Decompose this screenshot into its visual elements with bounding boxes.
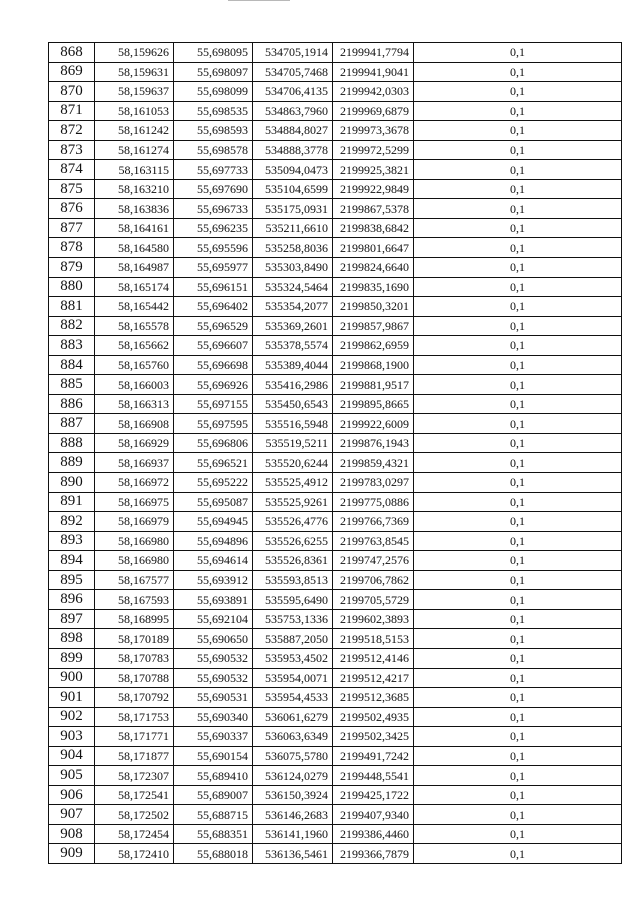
latitude-cell: 58,170792 bbox=[95, 688, 174, 708]
longitude-cell: 55,689007 bbox=[174, 785, 253, 805]
y-coordinate-cell: 2199922,6009 bbox=[333, 414, 414, 434]
longitude-cell: 55,688018 bbox=[174, 844, 253, 864]
accuracy-cell: 0,1 bbox=[414, 277, 622, 297]
y-coordinate-cell: 2199783,0297 bbox=[333, 473, 414, 493]
accuracy-cell: 0,1 bbox=[414, 648, 622, 668]
table-row bbox=[49, 238, 622, 258]
latitude-cell: 58,167577 bbox=[95, 570, 174, 590]
table-row bbox=[49, 297, 622, 317]
y-coordinate-cell: 2199942,0303 bbox=[333, 82, 414, 102]
y-coordinate-cell: 2199512,3685 bbox=[333, 688, 414, 708]
latitude-cell: 58,164580 bbox=[95, 238, 174, 258]
table-row bbox=[49, 62, 622, 82]
y-coordinate-cell: 2199512,4146 bbox=[333, 648, 414, 668]
x-coordinate-cell: 535519,5211 bbox=[253, 433, 333, 453]
x-coordinate-cell: 535593,8513 bbox=[253, 570, 333, 590]
accuracy-cell: 0,1 bbox=[414, 766, 622, 786]
y-coordinate-cell: 2199747,2576 bbox=[333, 551, 414, 571]
table-row bbox=[49, 316, 622, 336]
y-coordinate-cell: 2199867,5378 bbox=[333, 199, 414, 219]
latitude-cell: 58,164987 bbox=[95, 258, 174, 278]
table-row bbox=[49, 394, 622, 414]
latitude-cell: 58,163115 bbox=[95, 160, 174, 180]
accuracy-cell: 0,1 bbox=[414, 492, 622, 512]
longitude-cell: 55,696402 bbox=[174, 297, 253, 317]
latitude-cell: 58,166003 bbox=[95, 375, 174, 395]
latitude-cell: 58,166979 bbox=[95, 512, 174, 532]
latitude-cell: 58,165760 bbox=[95, 355, 174, 375]
latitude-cell: 58,167593 bbox=[95, 590, 174, 610]
latitude-cell: 58,166972 bbox=[95, 473, 174, 493]
point-number-cell: 897 bbox=[49, 609, 95, 629]
x-coordinate-cell: 535211,6610 bbox=[253, 218, 333, 238]
table-row bbox=[49, 43, 622, 63]
longitude-cell: 55,690340 bbox=[174, 707, 253, 727]
point-number-cell: 906 bbox=[49, 785, 95, 805]
table-row bbox=[49, 414, 622, 434]
table-row bbox=[49, 336, 622, 356]
latitude-cell: 58,171877 bbox=[95, 746, 174, 766]
point-number-cell: 879 bbox=[49, 258, 95, 278]
table-row bbox=[49, 785, 622, 805]
y-coordinate-cell: 2199407,9340 bbox=[333, 805, 414, 825]
accuracy-cell: 0,1 bbox=[414, 62, 622, 82]
x-coordinate-cell: 535526,4776 bbox=[253, 512, 333, 532]
latitude-cell: 58,159631 bbox=[95, 62, 174, 82]
table-row bbox=[49, 277, 622, 297]
accuracy-cell: 0,1 bbox=[414, 570, 622, 590]
table-row bbox=[49, 766, 622, 786]
accuracy-cell: 0,1 bbox=[414, 160, 622, 180]
point-number-cell: 874 bbox=[49, 160, 95, 180]
y-coordinate-cell: 2199448,5541 bbox=[333, 766, 414, 786]
table-row bbox=[49, 688, 622, 708]
longitude-cell: 55,689410 bbox=[174, 766, 253, 786]
latitude-cell: 58,172541 bbox=[95, 785, 174, 805]
x-coordinate-cell: 535094,0473 bbox=[253, 160, 333, 180]
point-number-cell: 883 bbox=[49, 336, 95, 356]
x-coordinate-cell: 534706,4135 bbox=[253, 82, 333, 102]
accuracy-cell: 0,1 bbox=[414, 121, 622, 141]
longitude-cell: 55,695222 bbox=[174, 473, 253, 493]
longitude-cell: 55,696698 bbox=[174, 355, 253, 375]
accuracy-cell: 0,1 bbox=[414, 394, 622, 414]
y-coordinate-cell: 2199366,7879 bbox=[333, 844, 414, 864]
table-row bbox=[49, 609, 622, 629]
table-row bbox=[49, 629, 622, 649]
point-number-cell: 876 bbox=[49, 199, 95, 219]
longitude-cell: 55,694896 bbox=[174, 531, 253, 551]
longitude-cell: 55,698095 bbox=[174, 43, 253, 63]
y-coordinate-cell: 2199972,5299 bbox=[333, 140, 414, 160]
y-coordinate-cell: 2199850,3201 bbox=[333, 297, 414, 317]
accuracy-cell: 0,1 bbox=[414, 375, 622, 395]
y-coordinate-cell: 2199705,5729 bbox=[333, 590, 414, 610]
latitude-cell: 58,171771 bbox=[95, 727, 174, 747]
y-coordinate-cell: 2199425,1722 bbox=[333, 785, 414, 805]
accuracy-cell: 0,1 bbox=[414, 688, 622, 708]
point-number-cell: 869 bbox=[49, 62, 95, 82]
x-coordinate-cell: 536061,6279 bbox=[253, 707, 333, 727]
point-number-cell: 885 bbox=[49, 375, 95, 395]
accuracy-cell: 0,1 bbox=[414, 199, 622, 219]
x-coordinate-cell: 535354,2077 bbox=[253, 297, 333, 317]
accuracy-cell: 0,1 bbox=[414, 531, 622, 551]
accuracy-cell: 0,1 bbox=[414, 785, 622, 805]
latitude-cell: 58,161242 bbox=[95, 121, 174, 141]
accuracy-cell: 0,1 bbox=[414, 336, 622, 356]
latitude-cell: 58,159637 bbox=[95, 82, 174, 102]
point-number-cell: 904 bbox=[49, 746, 95, 766]
y-coordinate-cell: 2199766,7369 bbox=[333, 512, 414, 532]
longitude-cell: 55,696235 bbox=[174, 218, 253, 238]
y-coordinate-cell: 2199602,3893 bbox=[333, 609, 414, 629]
latitude-cell: 58,172502 bbox=[95, 805, 174, 825]
table-row bbox=[49, 355, 622, 375]
table-row bbox=[49, 668, 622, 688]
point-number-cell: 898 bbox=[49, 629, 95, 649]
x-coordinate-cell: 535753,1336 bbox=[253, 609, 333, 629]
longitude-cell: 55,698099 bbox=[174, 82, 253, 102]
point-number-cell: 873 bbox=[49, 140, 95, 160]
point-number-cell: 892 bbox=[49, 512, 95, 532]
longitude-cell: 55,695977 bbox=[174, 258, 253, 278]
point-number-cell: 886 bbox=[49, 394, 95, 414]
table-row bbox=[49, 140, 622, 160]
accuracy-cell: 0,1 bbox=[414, 473, 622, 493]
table-row bbox=[49, 453, 622, 473]
y-coordinate-cell: 2199881,9517 bbox=[333, 375, 414, 395]
accuracy-cell: 0,1 bbox=[414, 101, 622, 121]
x-coordinate-cell: 535303,8490 bbox=[253, 258, 333, 278]
x-coordinate-cell: 536075,5780 bbox=[253, 746, 333, 766]
longitude-cell: 55,696151 bbox=[174, 277, 253, 297]
x-coordinate-cell: 534863,7960 bbox=[253, 101, 333, 121]
y-coordinate-cell: 2199859,4321 bbox=[333, 453, 414, 473]
latitude-cell: 58,159626 bbox=[95, 43, 174, 63]
x-coordinate-cell: 535175,0931 bbox=[253, 199, 333, 219]
point-number-cell: 868 bbox=[49, 43, 95, 63]
accuracy-cell: 0,1 bbox=[414, 414, 622, 434]
longitude-cell: 55,695596 bbox=[174, 238, 253, 258]
table-row bbox=[49, 218, 622, 238]
table-row bbox=[49, 433, 622, 453]
point-number-cell: 890 bbox=[49, 473, 95, 493]
x-coordinate-cell: 535369,2601 bbox=[253, 316, 333, 336]
longitude-cell: 55,690531 bbox=[174, 688, 253, 708]
x-coordinate-cell: 535525,4912 bbox=[253, 473, 333, 493]
latitude-cell: 58,165174 bbox=[95, 277, 174, 297]
longitude-cell: 55,696806 bbox=[174, 433, 253, 453]
point-number-cell: 882 bbox=[49, 316, 95, 336]
longitude-cell: 55,697690 bbox=[174, 179, 253, 199]
table-row bbox=[49, 570, 622, 590]
accuracy-cell: 0,1 bbox=[414, 609, 622, 629]
x-coordinate-cell: 535520,6244 bbox=[253, 453, 333, 473]
x-coordinate-cell: 536146,2683 bbox=[253, 805, 333, 825]
y-coordinate-cell: 2199502,3425 bbox=[333, 727, 414, 747]
accuracy-cell: 0,1 bbox=[414, 707, 622, 727]
point-number-cell: 884 bbox=[49, 355, 95, 375]
point-number-cell: 880 bbox=[49, 277, 95, 297]
longitude-cell: 55,692104 bbox=[174, 609, 253, 629]
accuracy-cell: 0,1 bbox=[414, 824, 622, 844]
x-coordinate-cell: 535516,5948 bbox=[253, 414, 333, 434]
point-number-cell: 875 bbox=[49, 179, 95, 199]
longitude-cell: 55,690650 bbox=[174, 629, 253, 649]
latitude-cell: 58,166929 bbox=[95, 433, 174, 453]
accuracy-cell: 0,1 bbox=[414, 140, 622, 160]
longitude-cell: 55,688715 bbox=[174, 805, 253, 825]
x-coordinate-cell: 535595,6490 bbox=[253, 590, 333, 610]
longitude-cell: 55,698578 bbox=[174, 140, 253, 160]
longitude-cell: 55,688351 bbox=[174, 824, 253, 844]
point-number-cell: 895 bbox=[49, 570, 95, 590]
table-row bbox=[49, 805, 622, 825]
table-row bbox=[49, 160, 622, 180]
point-number-cell: 881 bbox=[49, 297, 95, 317]
point-number-cell: 909 bbox=[49, 844, 95, 864]
y-coordinate-cell: 2199969,6879 bbox=[333, 101, 414, 121]
y-coordinate-cell: 2199824,6640 bbox=[333, 258, 414, 278]
accuracy-cell: 0,1 bbox=[414, 727, 622, 747]
point-number-cell: 896 bbox=[49, 590, 95, 610]
table-row bbox=[49, 375, 622, 395]
latitude-cell: 58,166937 bbox=[95, 453, 174, 473]
table-row bbox=[49, 648, 622, 668]
point-number-cell: 888 bbox=[49, 433, 95, 453]
longitude-cell: 55,697733 bbox=[174, 160, 253, 180]
y-coordinate-cell: 2199922,9849 bbox=[333, 179, 414, 199]
table-row bbox=[49, 707, 622, 727]
longitude-cell: 55,698593 bbox=[174, 121, 253, 141]
longitude-cell: 55,696521 bbox=[174, 453, 253, 473]
accuracy-cell: 0,1 bbox=[414, 238, 622, 258]
longitude-cell: 55,693891 bbox=[174, 590, 253, 610]
x-coordinate-cell: 536124,0279 bbox=[253, 766, 333, 786]
x-coordinate-cell: 535389,4044 bbox=[253, 355, 333, 375]
accuracy-cell: 0,1 bbox=[414, 355, 622, 375]
y-coordinate-cell: 2199925,3821 bbox=[333, 160, 414, 180]
latitude-cell: 58,166313 bbox=[95, 394, 174, 414]
y-coordinate-cell: 2199868,1900 bbox=[333, 355, 414, 375]
accuracy-cell: 0,1 bbox=[414, 805, 622, 825]
y-coordinate-cell: 2199502,4935 bbox=[333, 707, 414, 727]
longitude-cell: 55,690154 bbox=[174, 746, 253, 766]
table-row bbox=[49, 551, 622, 571]
table-row bbox=[49, 531, 622, 551]
point-number-cell: 905 bbox=[49, 766, 95, 786]
latitude-cell: 58,171753 bbox=[95, 707, 174, 727]
point-number-cell: 900 bbox=[49, 668, 95, 688]
accuracy-cell: 0,1 bbox=[414, 668, 622, 688]
x-coordinate-cell: 535378,5574 bbox=[253, 336, 333, 356]
longitude-cell: 55,698535 bbox=[174, 101, 253, 121]
y-coordinate-cell: 2199706,7862 bbox=[333, 570, 414, 590]
table-row bbox=[49, 473, 622, 493]
accuracy-cell: 0,1 bbox=[414, 746, 622, 766]
y-coordinate-cell: 2199941,9041 bbox=[333, 62, 414, 82]
longitude-cell: 55,695087 bbox=[174, 492, 253, 512]
y-coordinate-cell: 2199835,1690 bbox=[333, 277, 414, 297]
latitude-cell: 58,166975 bbox=[95, 492, 174, 512]
y-coordinate-cell: 2199763,8545 bbox=[333, 531, 414, 551]
accuracy-cell: 0,1 bbox=[414, 82, 622, 102]
x-coordinate-cell: 535954,4533 bbox=[253, 688, 333, 708]
scan-edge-line bbox=[228, 0, 290, 1]
table-row bbox=[49, 121, 622, 141]
x-coordinate-cell: 535416,2986 bbox=[253, 375, 333, 395]
table-row bbox=[49, 199, 622, 219]
point-number-cell: 887 bbox=[49, 414, 95, 434]
latitude-cell: 58,170189 bbox=[95, 629, 174, 649]
table-row bbox=[49, 844, 622, 864]
x-coordinate-cell: 535324,5464 bbox=[253, 277, 333, 297]
point-number-cell: 871 bbox=[49, 101, 95, 121]
latitude-cell: 58,172410 bbox=[95, 844, 174, 864]
accuracy-cell: 0,1 bbox=[414, 43, 622, 63]
x-coordinate-cell: 534888,3778 bbox=[253, 140, 333, 160]
accuracy-cell: 0,1 bbox=[414, 551, 622, 571]
x-coordinate-cell: 534705,1914 bbox=[253, 43, 333, 63]
x-coordinate-cell: 535258,8036 bbox=[253, 238, 333, 258]
table-row bbox=[49, 101, 622, 121]
y-coordinate-cell: 2199941,7794 bbox=[333, 43, 414, 63]
point-number-cell: 870 bbox=[49, 82, 95, 102]
x-coordinate-cell: 535954,0071 bbox=[253, 668, 333, 688]
x-coordinate-cell: 535953,4502 bbox=[253, 648, 333, 668]
coordinates-table-body bbox=[49, 43, 622, 864]
x-coordinate-cell: 536136,5461 bbox=[253, 844, 333, 864]
longitude-cell: 55,698097 bbox=[174, 62, 253, 82]
table-row bbox=[49, 590, 622, 610]
point-number-cell: 902 bbox=[49, 707, 95, 727]
longitude-cell: 55,690532 bbox=[174, 668, 253, 688]
x-coordinate-cell: 534884,8027 bbox=[253, 121, 333, 141]
y-coordinate-cell: 2199973,3678 bbox=[333, 121, 414, 141]
point-number-cell: 901 bbox=[49, 688, 95, 708]
latitude-cell: 58,164161 bbox=[95, 218, 174, 238]
longitude-cell: 55,697155 bbox=[174, 394, 253, 414]
point-number-cell: 894 bbox=[49, 551, 95, 571]
table-row bbox=[49, 258, 622, 278]
point-number-cell: 907 bbox=[49, 805, 95, 825]
accuracy-cell: 0,1 bbox=[414, 297, 622, 317]
accuracy-cell: 0,1 bbox=[414, 258, 622, 278]
latitude-cell: 58,161053 bbox=[95, 101, 174, 121]
longitude-cell: 55,696529 bbox=[174, 316, 253, 336]
latitude-cell: 58,170788 bbox=[95, 668, 174, 688]
point-number-cell: 899 bbox=[49, 648, 95, 668]
table-row bbox=[49, 492, 622, 512]
y-coordinate-cell: 2199518,5153 bbox=[333, 629, 414, 649]
accuracy-cell: 0,1 bbox=[414, 453, 622, 473]
point-number-cell: 889 bbox=[49, 453, 95, 473]
accuracy-cell: 0,1 bbox=[414, 590, 622, 610]
accuracy-cell: 0,1 bbox=[414, 179, 622, 199]
point-number-cell: 891 bbox=[49, 492, 95, 512]
latitude-cell: 58,166980 bbox=[95, 551, 174, 571]
latitude-cell: 58,170783 bbox=[95, 648, 174, 668]
table-row bbox=[49, 179, 622, 199]
latitude-cell: 58,165442 bbox=[95, 297, 174, 317]
x-coordinate-cell: 536063,6349 bbox=[253, 727, 333, 747]
y-coordinate-cell: 2199801,6647 bbox=[333, 238, 414, 258]
point-number-cell: 903 bbox=[49, 727, 95, 747]
table-row bbox=[49, 727, 622, 747]
longitude-cell: 55,696733 bbox=[174, 199, 253, 219]
latitude-cell: 58,168995 bbox=[95, 609, 174, 629]
latitude-cell: 58,163210 bbox=[95, 179, 174, 199]
latitude-cell: 58,161274 bbox=[95, 140, 174, 160]
y-coordinate-cell: 2199386,4460 bbox=[333, 824, 414, 844]
y-coordinate-cell: 2199857,9867 bbox=[333, 316, 414, 336]
accuracy-cell: 0,1 bbox=[414, 844, 622, 864]
accuracy-cell: 0,1 bbox=[414, 629, 622, 649]
latitude-cell: 58,172454 bbox=[95, 824, 174, 844]
accuracy-cell: 0,1 bbox=[414, 433, 622, 453]
latitude-cell: 58,166980 bbox=[95, 531, 174, 551]
x-coordinate-cell: 535887,2050 bbox=[253, 629, 333, 649]
x-coordinate-cell: 535526,6255 bbox=[253, 531, 333, 551]
longitude-cell: 55,694614 bbox=[174, 551, 253, 571]
point-number-cell: 872 bbox=[49, 121, 95, 141]
y-coordinate-cell: 2199775,0886 bbox=[333, 492, 414, 512]
x-coordinate-cell: 535526,8361 bbox=[253, 551, 333, 571]
accuracy-cell: 0,1 bbox=[414, 512, 622, 532]
x-coordinate-cell: 534705,7468 bbox=[253, 62, 333, 82]
longitude-cell: 55,697595 bbox=[174, 414, 253, 434]
table-row bbox=[49, 824, 622, 844]
longitude-cell: 55,696926 bbox=[174, 375, 253, 395]
x-coordinate-cell: 536150,3924 bbox=[253, 785, 333, 805]
longitude-cell: 55,690532 bbox=[174, 648, 253, 668]
x-coordinate-cell: 535450,6543 bbox=[253, 394, 333, 414]
longitude-cell: 55,690337 bbox=[174, 727, 253, 747]
latitude-cell: 58,165662 bbox=[95, 336, 174, 356]
x-coordinate-cell: 536141,1960 bbox=[253, 824, 333, 844]
point-number-cell: 893 bbox=[49, 531, 95, 551]
latitude-cell: 58,166908 bbox=[95, 414, 174, 434]
latitude-cell: 58,172307 bbox=[95, 766, 174, 786]
accuracy-cell: 0,1 bbox=[414, 218, 622, 238]
y-coordinate-cell: 2199512,4217 bbox=[333, 668, 414, 688]
x-coordinate-cell: 535104,6599 bbox=[253, 179, 333, 199]
y-coordinate-cell: 2199862,6959 bbox=[333, 336, 414, 356]
table-row bbox=[49, 512, 622, 532]
latitude-cell: 58,165578 bbox=[95, 316, 174, 336]
y-coordinate-cell: 2199876,1943 bbox=[333, 433, 414, 453]
y-coordinate-cell: 2199838,6842 bbox=[333, 218, 414, 238]
longitude-cell: 55,694945 bbox=[174, 512, 253, 532]
accuracy-cell: 0,1 bbox=[414, 316, 622, 336]
y-coordinate-cell: 2199491,7242 bbox=[333, 746, 414, 766]
point-number-cell: 878 bbox=[49, 238, 95, 258]
table-row bbox=[49, 746, 622, 766]
longitude-cell: 55,696607 bbox=[174, 336, 253, 356]
point-number-cell: 908 bbox=[49, 824, 95, 844]
table-row bbox=[49, 82, 622, 102]
x-coordinate-cell: 535525,9261 bbox=[253, 492, 333, 512]
y-coordinate-cell: 2199895,8665 bbox=[333, 394, 414, 414]
latitude-cell: 58,163836 bbox=[95, 199, 174, 219]
longitude-cell: 55,693912 bbox=[174, 570, 253, 590]
coordinates-table bbox=[48, 42, 622, 864]
point-number-cell: 877 bbox=[49, 218, 95, 238]
